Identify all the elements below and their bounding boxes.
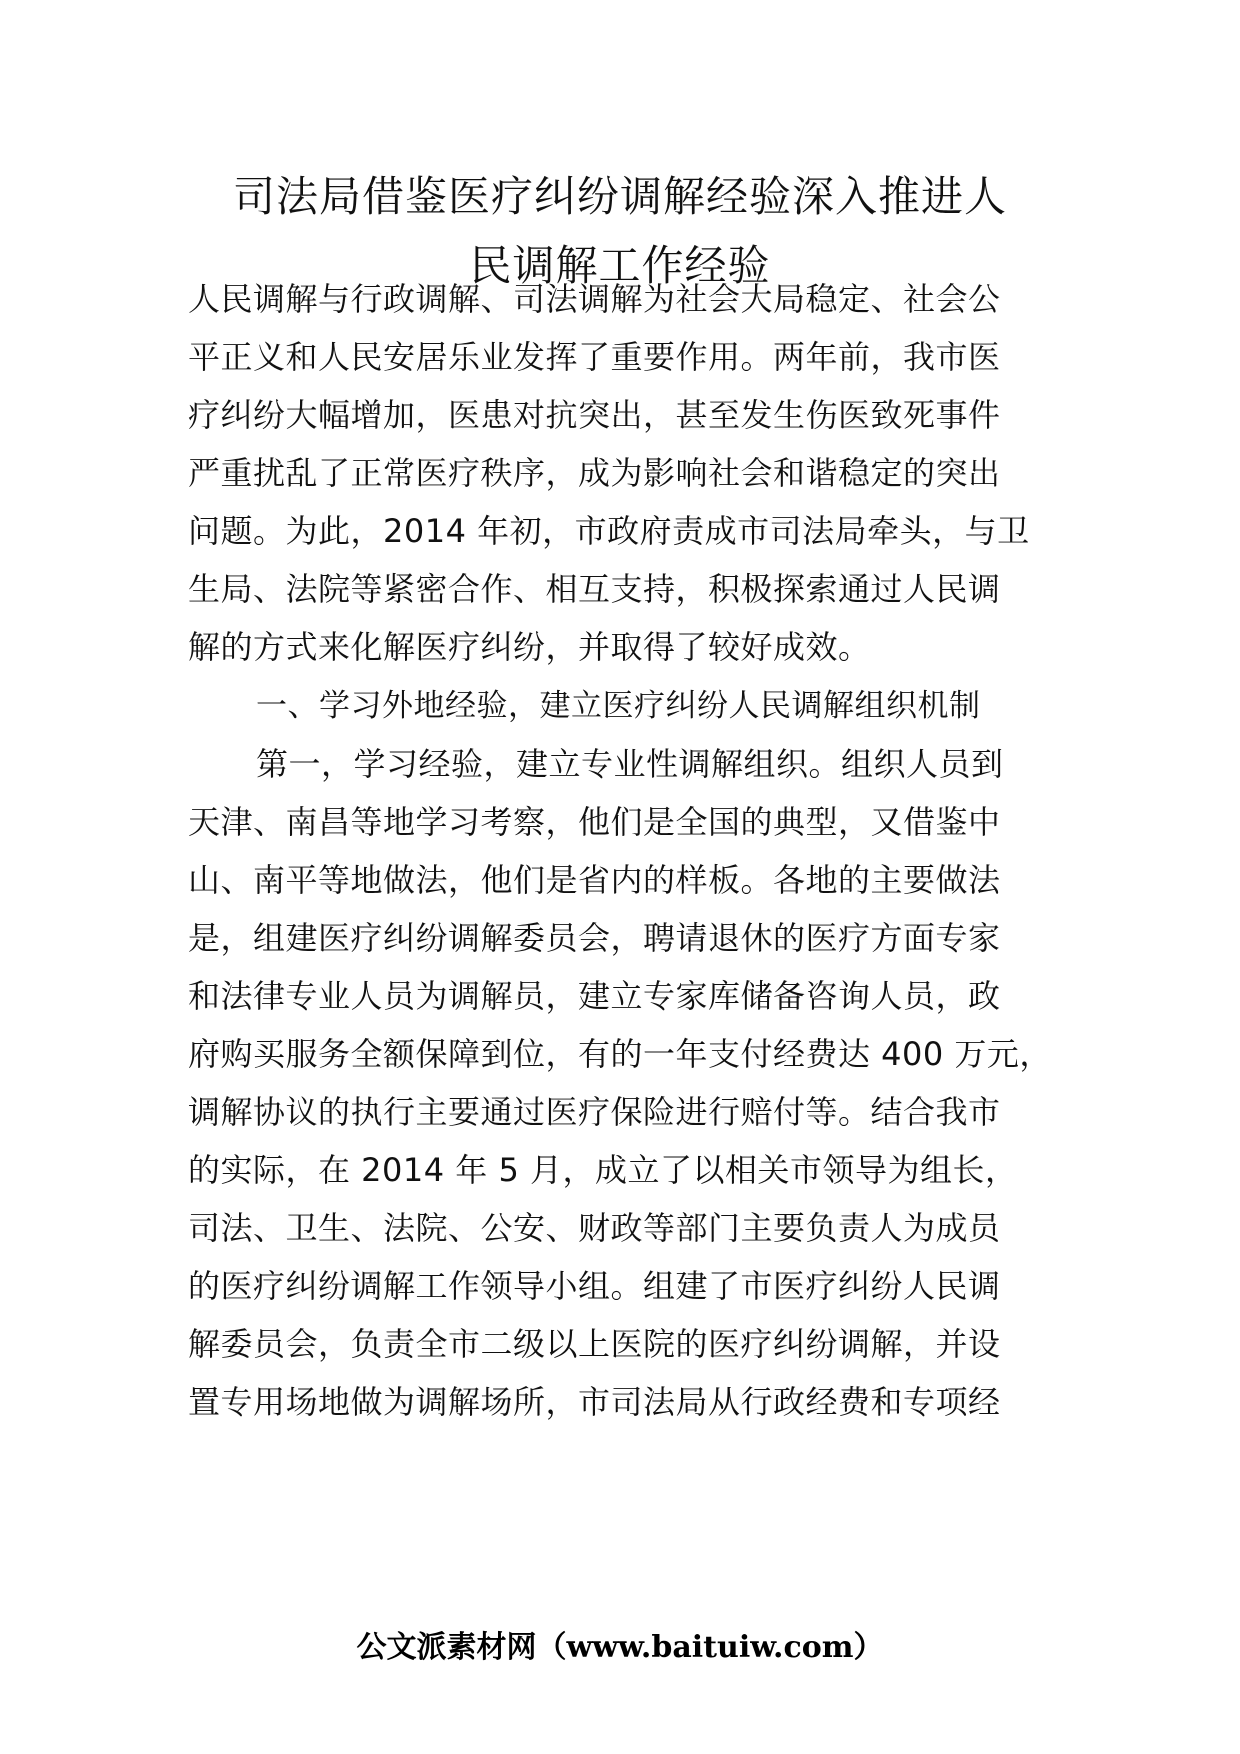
document-title-line-2: 民调解工作经验 bbox=[469, 241, 771, 290]
body-line: 问题。为此，2014 年初，市政府责成市司法局牵头，与卫 bbox=[188, 512, 1030, 550]
body-line: 的实际，在 2014 年 5 月，成立了以相关市领导为组长， bbox=[188, 1151, 1018, 1189]
body-line: 解委员会，负责全市二级以上医院的医疗纠纷调解，并设 bbox=[188, 1325, 1001, 1363]
body-line: 平正义和人民安居乐业发挥了重要作用。两年前，我市医 bbox=[188, 338, 1001, 376]
body-line: 生局、法院等紧密合作、相互支持，积极探索通过人民调 bbox=[188, 570, 1001, 608]
document-title-line-1: 司法局借鉴医疗纠纷调解经验深入推进人 bbox=[232, 172, 1007, 221]
body-line: 司法、卫生、法院、公安、财政等部门主要负责人为成员 bbox=[188, 1209, 1001, 1247]
body-line: 调解协议的执行主要通过医疗保险进行赔付等。结合我市 bbox=[188, 1093, 1001, 1131]
body-line: 人民调解与行政调解、司法调解为社会大局稳定、社会公 bbox=[188, 280, 1001, 318]
body-line: 天津、南昌等地学习考察，他们是全国的典型，又借鉴中 bbox=[188, 803, 1001, 841]
body-line: 解的方式来化解医疗纠纷，并取得了较好成效。 bbox=[188, 628, 871, 666]
body-line: 山、南平等地做法，他们是省内的样板。各地的主要做法 bbox=[188, 861, 1001, 899]
body-line: 疗纠纷大幅增加，医患对抗突出，甚至发生伤医致死事件 bbox=[188, 396, 1001, 434]
body-line: 严重扰乱了正常医疗秩序，成为影响社会和谐稳定的突出 bbox=[188, 454, 1001, 492]
body-line: 和法律专业人员为调解员，建立专家库储备咨询人员，政 bbox=[188, 977, 1001, 1015]
body-line: 府购买服务全额保障到位，有的一年支付经费达 400 万元， bbox=[188, 1035, 1052, 1073]
body-line: 第一，学习经验，建立专业性调解组织。组织人员到 bbox=[256, 745, 1004, 783]
body-line: 置专用场地做为调解场所，市司法局从行政经费和专项经 bbox=[188, 1383, 1001, 1421]
body-line: 是，组建医疗纠纷调解委员会，聘请退休的医疗方面专家 bbox=[188, 919, 1001, 957]
section-heading: 一、学习外地经验，建立医疗纠纷人民调解组织机制 bbox=[256, 688, 981, 724]
page-footer: 公文派素材网（www.baituiw.com） bbox=[356, 1630, 884, 1665]
body-line: 的医疗纠纷调解工作领导小组。组建了市医疗纠纷人民调 bbox=[188, 1267, 1001, 1305]
